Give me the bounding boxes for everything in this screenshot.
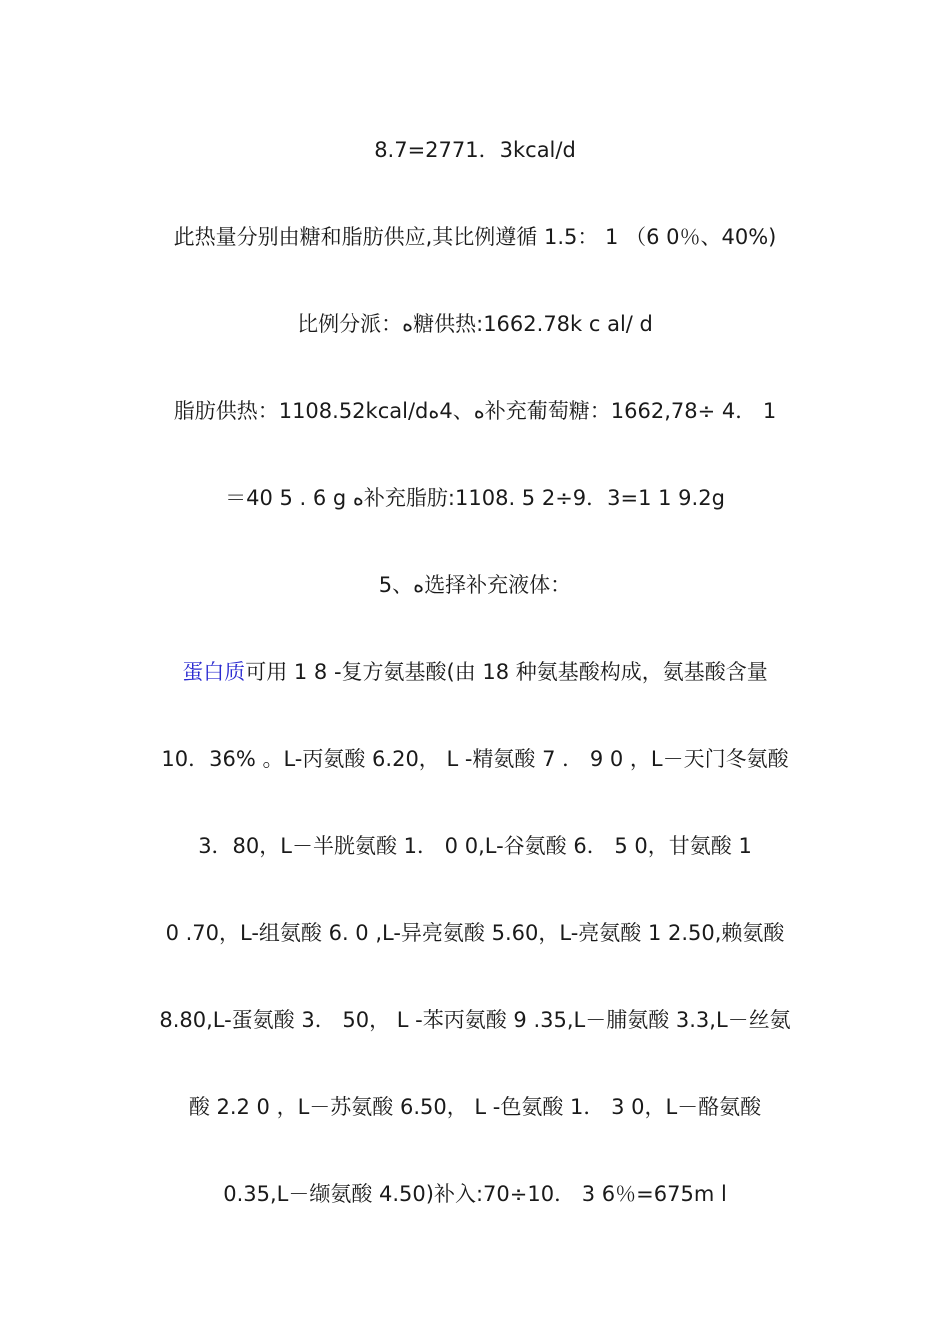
- text-line: 脂肪供热：1108.52kcal/dﻩ、4ﻩ补充葡萄糖：1662,78÷ 4． 1: [173, 399, 777, 423]
- protein-link[interactable]: 蛋白质: [182, 660, 246, 684]
- text-line: 3．80，L－半胱氨酸 1． 0 0,L-谷氨酸 6． 5 0，甘氨酸 1: [198, 834, 752, 858]
- text-line: 0 .70，L-组氨酸 6. 0 ,L-异亮氨酸 5.60，L-亮氨酸 1 2.50,赖氨酸: [165, 921, 785, 945]
- section-heading: 5、ﻩ选择补充液体：: [378, 573, 572, 597]
- text-line: 此热量分别由糖和脂肪供应,其比例遵循 1.5： 1 （6 0％、40%): [173, 225, 777, 249]
- text-line-rest: 可用 1 8 -复方氨基酸(由 18 种氨基酸构成，氨基酸含量: [245, 660, 768, 684]
- text-line: 10．36% 。L-丙氨酸 6.20， L -精氨酸 7 ． 9 0 ，L－天门冬氨酸: [161, 747, 789, 771]
- text-line: 比例分派：ﻩ糖供热:1662.78k c al/ d: [297, 312, 653, 336]
- text-line: 酸 2.2 0 ，L－苏氨酸 6.50， L -色氨酸 1． 3 0，L－酪氨酸: [188, 1095, 762, 1119]
- text-line: 8.7=2771．3kcal/d: [374, 138, 576, 162]
- text-line: ＝40 5 . 6 g ﻩ补充脂肪:1108. 5 2÷9．3=1 1 9.2g: [225, 486, 725, 510]
- text-line: 8.80,L-蛋氨酸 3． 50， L -苯丙氨酸 9 .35,L－脯氨酸 3.3,L－丝氨: [159, 1008, 791, 1032]
- text-line: 0.35,L－缬氨酸 4.50)补入:70÷10． 3 6％=675m l: [223, 1182, 727, 1206]
- text-line: [150, 657, 800, 687]
